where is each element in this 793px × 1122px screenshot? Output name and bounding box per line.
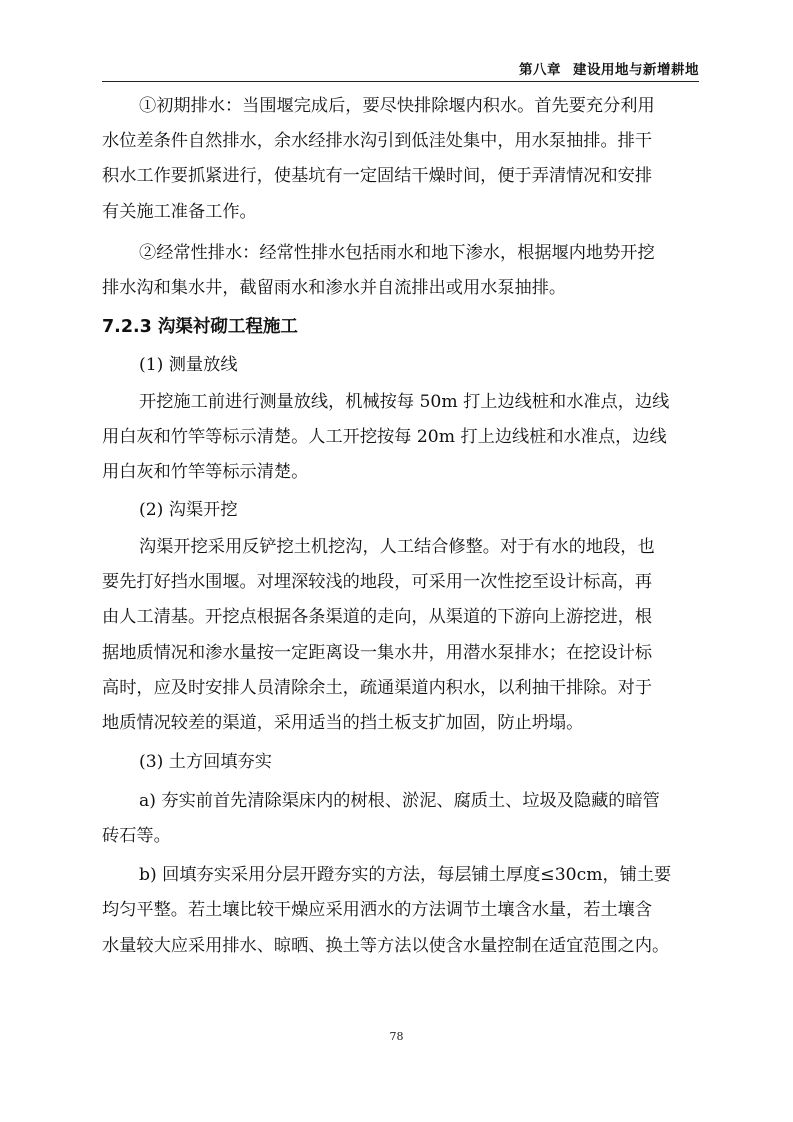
paragraph-line: ①初期排水：当围堰完成后，要尽快排除堰内积水。首先要充分利用 [139, 96, 655, 116]
paragraph-line: a) 夯实前首先清除渠床内的树根、淤泥、腐质土、垃圾及隐藏的暗管 [139, 791, 660, 811]
paragraph-line: 要先打好挡水围堰。对埋深较浅的地段，可采用一次性挖至设计标高，再 [102, 572, 653, 592]
paragraph-line: 水量较大应采用排水、晾晒、换土等方法以使含水量控制在适宜范围之内。 [102, 936, 670, 956]
paragraph-line: 据地质情况和渗水量按一定距离设一集水井，用潜水泵排水；在挖设计标 [102, 643, 653, 663]
paragraph-line: 地质情况较差的渠道，采用适当的挡土板支扩加固，防止坍塌。 [102, 713, 584, 733]
paragraph-line: 水位差条件自然排水，余水经排水沟引到低洼处集中，用水泵抽排。排干 [102, 131, 653, 151]
paragraph-line: 均匀平整。若土壤比较干燥应采用洒水的方法调节土壤含水量，若土壤含 [102, 900, 653, 920]
paragraph-line: ②经常性排水：经常性排水包括雨水和地下渗水，根据堰内地势开挖 [139, 243, 655, 263]
paragraph-line: 用白灰和竹竿等标示清楚。 [102, 462, 309, 482]
header-text [519, 58, 699, 78]
header-chapter: 第八章 [519, 62, 561, 78]
paragraph-line: b) 回填夯实采用分层开蹬夯实的方法，每层铺土厚度≤30cm，铺土要 [139, 865, 672, 885]
paragraph-line: 由人工清基。开挖点根据各条渠道的走向，从渠道的下游向上游挖进，根 [102, 607, 653, 627]
paragraph-line: 开挖施工前进行测量放线，机械按每 50m 打上边线桩和水准点，边线 [139, 392, 670, 412]
paragraph-line: 高时，应及时安排人员清除余土，疏通渠道内积水，以利抽干排除。对于 [102, 678, 653, 698]
section-heading: 7.2.3 沟渠衬砌工程施工 [102, 317, 298, 337]
paragraph-line: 积水工作要抓紧进行，使基坑有一定固结干燥时间，便于弄清情况和安排 [102, 166, 653, 186]
paragraph-line: 用白灰和竹竿等标示清楚。人工开挖按每 20m 打上边线桩和水准点，边线 [102, 427, 667, 447]
paragraph-line: 砖石等。 [102, 826, 171, 846]
page-header [102, 54, 699, 82]
paragraph-line: 沟渠开挖采用反铲挖土机挖沟，人工结合修整。对于有水的地段，也 [139, 537, 655, 557]
paragraph-line: 排水沟和集水井，截留雨水和渗水并自流排出或用水泵抽排。 [102, 278, 567, 298]
list-item-heading: (1) 测量放线 [139, 355, 238, 375]
list-item-heading: (3) 土方回填夯实 [139, 752, 272, 772]
header-title: 建设用地与新增耕地 [573, 62, 699, 78]
list-item-heading: (2) 沟渠开挖 [139, 500, 238, 520]
paragraph-line: 有关施工准备工作。 [102, 202, 257, 222]
page-number: 78 [389, 1030, 404, 1043]
